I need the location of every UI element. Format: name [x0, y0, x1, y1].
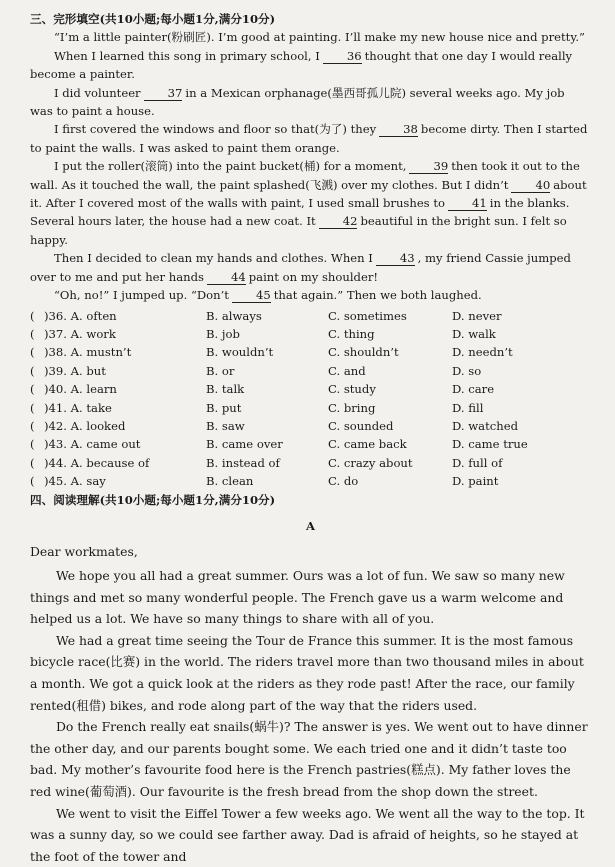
option-b: B. instead of: [206, 454, 328, 472]
blank-44: 44: [207, 271, 246, 285]
cloze-text: in the blanks. Several hours later, the house had a new coat. It: [30, 196, 569, 228]
option-c: C. thing: [328, 325, 452, 343]
option-c: C. sometimes: [328, 307, 452, 325]
cloze-paragraph-4: [30, 120, 591, 157]
option-a: )40. A. learn: [44, 380, 206, 398]
option-d: D. walk: [452, 325, 528, 343]
cloze-paragraph-2: [30, 47, 591, 84]
option-c: C. sounded: [328, 417, 452, 435]
cloze-paragraph-1: [30, 28, 591, 46]
blank-45: 45: [232, 289, 271, 303]
question-row: [30, 435, 528, 453]
cloze-passage: [30, 28, 591, 304]
option-c: C. and: [328, 362, 452, 380]
option-b: B. put: [206, 399, 328, 417]
letter-paragraph-2: We had a great time seeing the Tour de France this summer. It is the most famous bicycle race(比赛) in the world. The riders travel more than two thousand miles in about a month. We got a quick look at the riders as they rode past! After the race, our family rented(租借) bikes, and rode along part of the way that the riders used.: [30, 630, 591, 716]
salutation: Dear workmates,: [30, 541, 591, 563]
answer-paren: (: [30, 325, 44, 343]
answer-paren: (: [30, 472, 44, 490]
answer-paren: (: [30, 380, 44, 398]
question-row: [30, 307, 528, 325]
answer-paren: (: [30, 343, 44, 361]
option-d: D. never: [452, 307, 528, 325]
passage-label: A: [30, 517, 591, 535]
cloze-paragraph-5: [30, 157, 591, 249]
option-b: B. clean: [206, 472, 328, 490]
cloze-paragraph-3: [30, 84, 591, 121]
option-c: C. crazy about: [328, 454, 452, 472]
blank-40: 40: [511, 179, 550, 193]
cloze-paragraph-7: [30, 286, 591, 304]
cloze-text: When I learned this song in primary school, I: [54, 49, 320, 63]
answer-paren: (: [30, 417, 44, 435]
option-b: B. always: [206, 307, 328, 325]
option-b: B. came over: [206, 435, 328, 453]
option-c: C. came back: [328, 435, 452, 453]
blank-42: 42: [319, 215, 358, 229]
option-b: B. job: [206, 325, 328, 343]
option-a: )39. A. but: [44, 362, 206, 380]
question-row: [30, 362, 528, 380]
cloze-text: thought that one day I would really become a painter.: [30, 49, 572, 81]
option-b: B. saw: [206, 417, 328, 435]
option-a: )36. A. often: [44, 307, 206, 325]
cloze-paragraph-6: [30, 249, 591, 286]
cloze-text: that again.” Then we both laughed.: [274, 288, 482, 302]
cloze-text: Then I decided to clean my hands and clothes. When I: [54, 251, 373, 265]
question-row: [30, 380, 528, 398]
cloze-text: become dirty. Then I started to paint the walls. I was asked to paint them orange.: [30, 122, 587, 154]
blank-41: 41: [448, 197, 487, 211]
option-c: C. bring: [328, 399, 452, 417]
cloze-text: “I’m a little painter(粉刷匠). I’m good at painting. I’ll make my new house nice and pretty.”: [54, 30, 585, 44]
option-b: B. wouldn’t: [206, 343, 328, 361]
option-b: B. or: [206, 362, 328, 380]
option-d: D. care: [452, 380, 528, 398]
letter-paragraph-1: We hope you all had a great summer. Ours was a lot of fun. We saw so many new things and met so many wonderful people. The French gave us a warm welcome and helped us a lot. We have so many things to share with all of you.: [30, 565, 591, 630]
answer-paren: (: [30, 454, 44, 472]
cloze-text: in a Mexican orphanage(墨西哥孤儿院) several weeks ago. My job was to paint a house.: [30, 86, 565, 118]
section3-title: 三、完形填空(共10小题;每小题1分,满分10分): [30, 10, 591, 28]
option-c: C. shouldn’t: [328, 343, 452, 361]
question-row: [30, 454, 528, 472]
option-c: C. do: [328, 472, 452, 490]
option-a: )43. A. came out: [44, 435, 206, 453]
question-row: [30, 325, 528, 343]
cloze-text: about it. After I covered most of the walls with paint, I used small brushes to: [30, 178, 587, 210]
option-d: D. needn’t: [452, 343, 528, 361]
answer-paren: (: [30, 399, 44, 417]
section4-title: 四、阅读理解(共10小题;每小题1分,满分10分): [30, 491, 591, 509]
cloze-text: I put the roller(滚筒) into the paint bucket(桶) for a moment,: [54, 159, 406, 173]
option-a: )41. A. take: [44, 399, 206, 417]
question-row: [30, 343, 528, 361]
option-d: D. so: [452, 362, 528, 380]
option-a: )38. A. mustn’t: [44, 343, 206, 361]
question-row: [30, 399, 528, 417]
option-d: D. full of: [452, 454, 528, 472]
blank-38: 38: [379, 123, 418, 137]
option-c: C. study: [328, 380, 452, 398]
option-a: )42. A. looked: [44, 417, 206, 435]
blank-37: 37: [144, 87, 183, 101]
answer-paren: (: [30, 307, 44, 325]
blank-43: 43: [376, 252, 415, 266]
option-a: )44. A. because of: [44, 454, 206, 472]
cloze-text: paint on my shoulder!: [249, 270, 378, 284]
question-row: [30, 417, 528, 435]
cloze-text: then took it out to the wall. As it touched the wall, the paint splashed(飞溅) over my clothes. But I didn’t: [30, 159, 580, 191]
reading-passage-a: [30, 541, 591, 867]
option-b: B. talk: [206, 380, 328, 398]
answer-paren: (: [30, 435, 44, 453]
option-d: D. came true: [452, 435, 528, 453]
option-d: D. paint: [452, 472, 528, 490]
option-a: )45. A. say: [44, 472, 206, 490]
blank-36: 36: [323, 50, 362, 64]
option-d: D. watched: [452, 417, 528, 435]
cloze-text: I did volunteer: [54, 86, 141, 100]
letter-paragraph-3: Do the French really eat snails(蜗牛)? The answer is yes. We went out to have dinner the other day, and our parents bought some. We each tried one and it didn’t taste too bad. My mother’s favourite food here is the French pastries(糕点). My father loves the red wine(葡萄酒). Our favourite is the fresh bread from the shop down the street.: [30, 716, 591, 802]
cloze-text: “Oh, no!” I jumped up. “Don’t: [54, 288, 229, 302]
cloze-text: beautiful in the bright sun. I felt so happy.: [30, 214, 567, 246]
letter-paragraph-4: We went to visit the Eiffel Tower a few weeks ago. We went all the way to the top. It was a sunny day, so we could see farther away. Dad is afraid of heights, so he stayed at the foot of the tower and: [30, 803, 591, 867]
blank-39: 39: [409, 160, 448, 174]
question-row: [30, 472, 528, 490]
cloze-text: , my friend Cassie jumped over to me and put her hands: [30, 251, 571, 283]
option-d: D. fill: [452, 399, 528, 417]
option-a: )37. A. work: [44, 325, 206, 343]
cloze-text: I first covered the windows and floor so that(为了) they: [54, 122, 376, 136]
cloze-options-table: [30, 307, 528, 491]
answer-paren: (: [30, 362, 44, 380]
